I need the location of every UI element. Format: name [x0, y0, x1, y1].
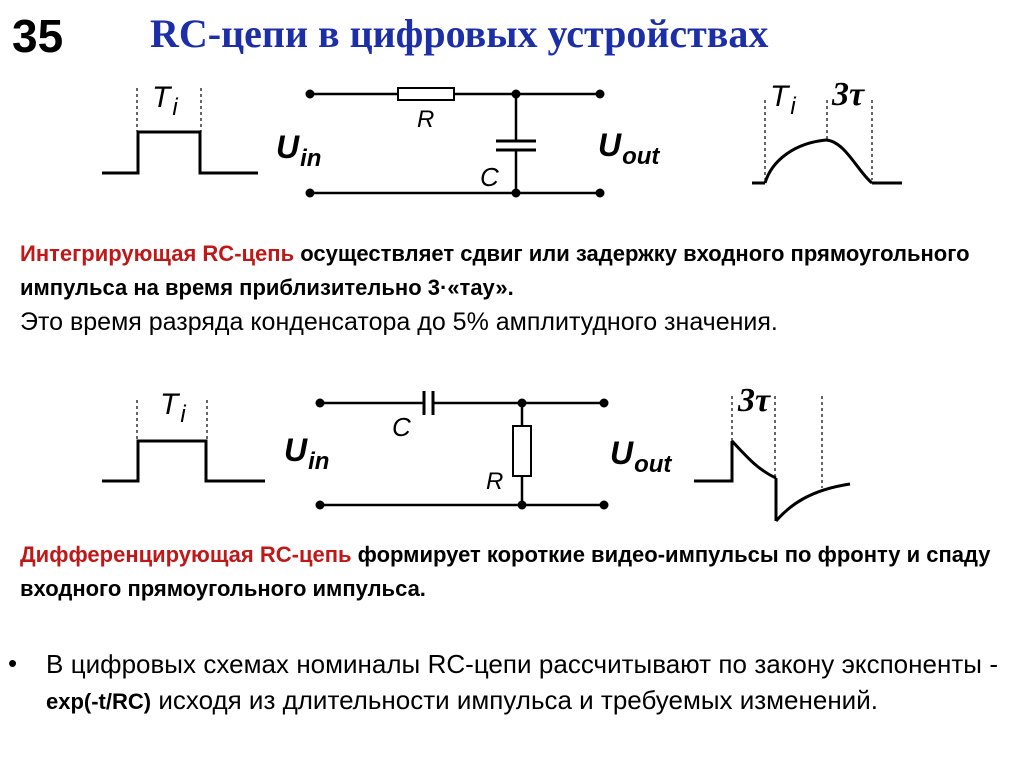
bullet-list — [8, 646, 998, 720]
integrator-description-rest: осуществляет сдвиг или задержку входного прямоугольного импульса на время приблизительно 3·«тау». — [20, 241, 970, 300]
integrator-ti-label: $T_i$ — [152, 81, 178, 121]
differentiator-output-waveform — [694, 441, 850, 521]
bullet-text-part1: В цифровых схемах номиналы RC-цепи рассчитывают по закону экспоненты - — [46, 649, 998, 679]
integrator-circuit — [276, 88, 660, 198]
bullet-text — [46, 646, 998, 720]
integrator-highlight: Интегрирующая RC-цепь — [20, 241, 295, 266]
differentiator-r-label: R — [486, 468, 504, 495]
slide-number: 35 — [12, 10, 64, 62]
differentiator-circuit — [284, 391, 672, 510]
differentiator-output-3tau-label: 3τ — [738, 382, 771, 419]
integrator-description — [20, 237, 1005, 340]
differentiator-c-label: C — [392, 412, 411, 442]
integrator-uout-label: $U_{out}$ — [598, 127, 660, 170]
differentiator-highlight: Дифференцирующая RC-цепь — [20, 542, 352, 567]
differentiator-input-pulse — [102, 441, 265, 481]
integrator-output-waveform — [752, 140, 902, 183]
bullet-marker: • — [8, 648, 18, 678]
slide-title: RC-цепи в цифровых устройствах — [150, 11, 769, 56]
integrator-output-3tau-label: 3τ — [832, 76, 865, 113]
bullet-formula: exp(-t/RC) — [46, 689, 152, 714]
differentiator-uin-label: $U_{in}$ — [284, 432, 330, 475]
integrator-description-line2: Это время разряда конденсатора до 5% амплитудного значения. — [20, 308, 778, 336]
differentiator-description-rest: формирует короткие видео-импульсы по фронту и спаду входного прямоугольного импульса. — [20, 542, 991, 601]
integrator-output-ti-label: $T_i$ — [770, 80, 796, 120]
differentiator-uout-label: $U_{out}$ — [610, 435, 672, 478]
bullet-text-part2: исходя из длительности импульса и требуемых изменений. — [151, 685, 878, 715]
differentiator-description — [20, 538, 1005, 606]
integrator-c-label: C — [480, 162, 499, 192]
bullet-item — [8, 646, 998, 720]
integrator-uin-label: $U_{in}$ — [276, 129, 322, 172]
differentiator-ti-label: $T_i$ — [160, 388, 186, 428]
integrator-r-label: R — [417, 106, 435, 133]
integrator-input-pulse — [102, 132, 258, 173]
